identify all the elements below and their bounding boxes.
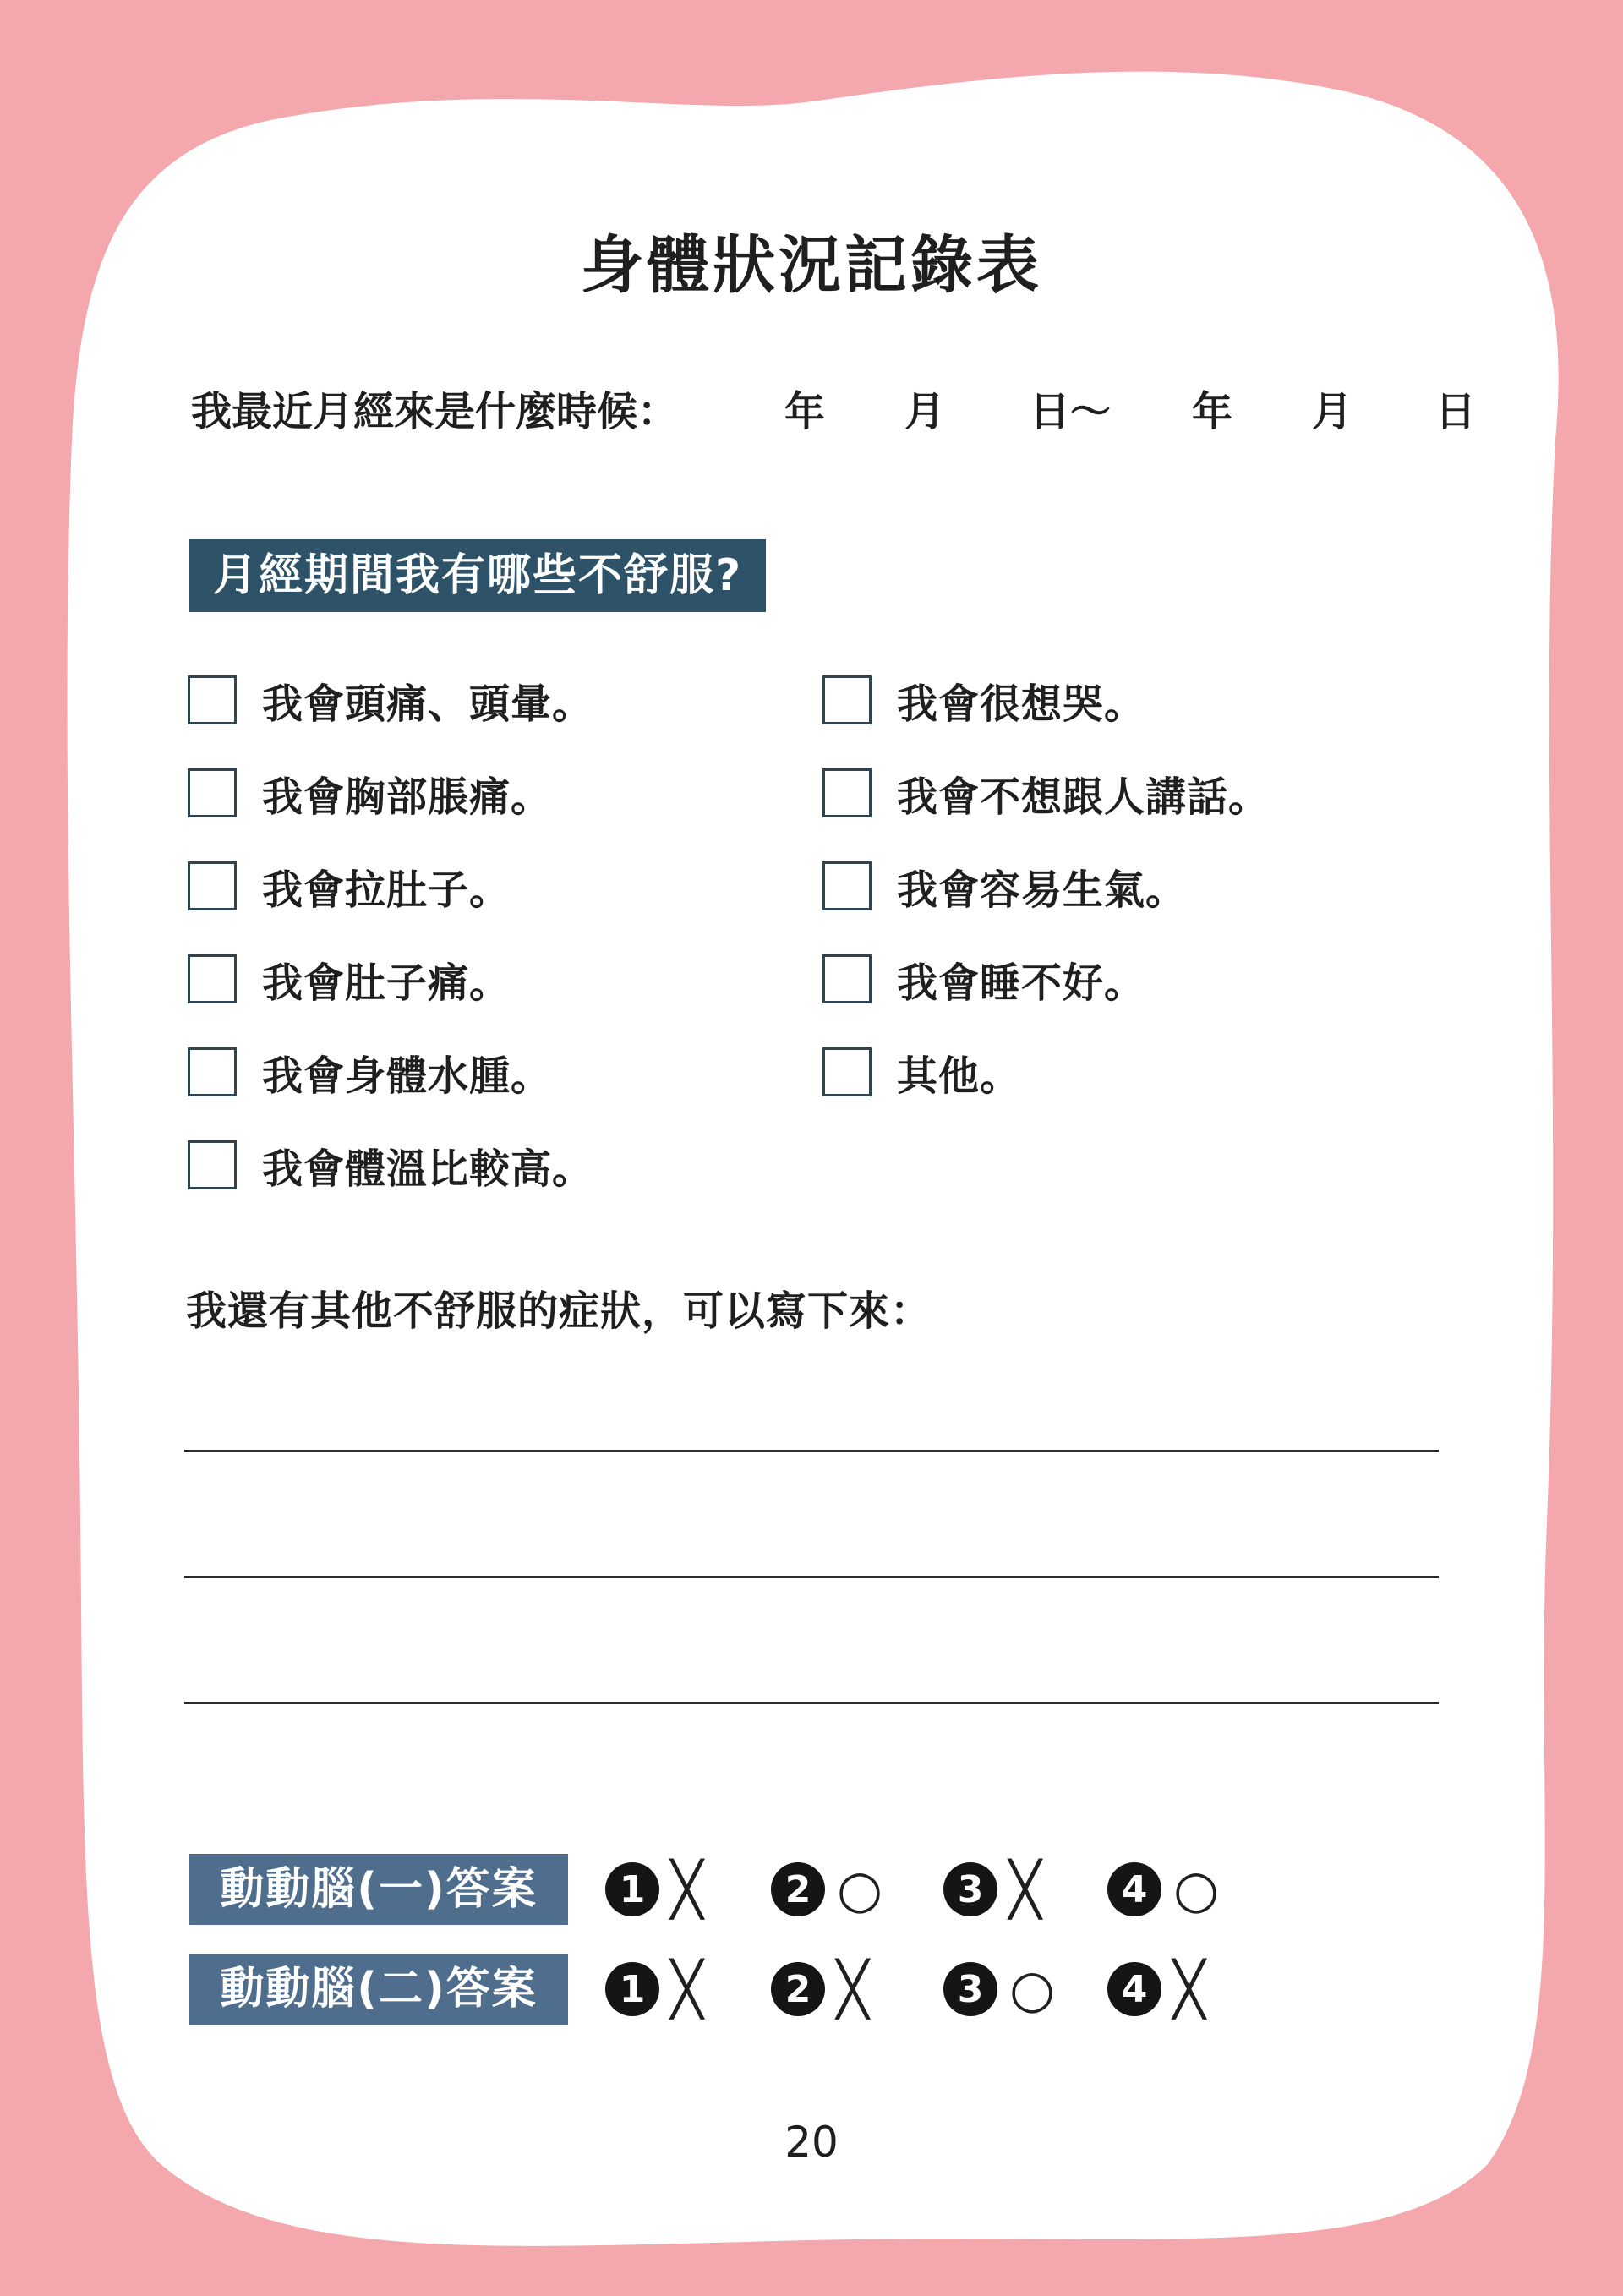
symptom-checkbox-item[interactable] (188, 1042, 552, 1102)
period-question: 我最近月經來是什麼時候： (191, 388, 679, 435)
checkbox[interactable] (822, 768, 872, 817)
symptom-checkbox-item[interactable] (188, 856, 511, 916)
symptom-checkbox-item[interactable] (822, 856, 1187, 916)
answer-label-1: 動動腦(一)答案 (189, 1854, 568, 1925)
number-badge: 4 (1107, 1962, 1161, 2016)
other-symptoms-prompt: 我還有其他不舒服的症狀，可以寫下來： (186, 1287, 932, 1335)
answer-item (771, 1854, 883, 1925)
page-title: 身體狀況記錄表 (581, 229, 1042, 302)
period-end-year: 年 (1192, 388, 1233, 435)
checkbox[interactable] (822, 1047, 872, 1096)
number-badge: 2 (771, 1962, 825, 2016)
number-badge: 4 (1107, 1862, 1161, 1916)
period-end-day: 日 (1435, 388, 1477, 435)
symptom-checkbox-item[interactable] (188, 670, 593, 730)
checkbox[interactable] (188, 675, 237, 724)
symptom-label: 我會拉肚子。 (262, 866, 511, 914)
cross-mark-icon: ╳ (671, 1958, 703, 2020)
period-end-month: 月 (1312, 388, 1353, 435)
answer-item (1107, 1854, 1219, 1925)
checkbox[interactable] (188, 768, 237, 817)
answer-item (605, 1854, 702, 1925)
symptom-checkbox-item[interactable] (188, 1135, 593, 1194)
symptoms-section-heading: 月經期間我有哪些不舒服? (189, 539, 766, 612)
writing-line-3[interactable] (184, 1702, 1439, 1704)
symptom-label: 我會睡不好。 (897, 959, 1146, 1007)
symptom-label: 我會容易生氣。 (897, 866, 1188, 914)
symptom-label: 我會胸部脹痛。 (262, 773, 553, 821)
checkbox[interactable] (822, 954, 872, 1003)
cross-mark-icon: ╳ (1009, 1858, 1041, 1920)
number-badge: 3 (943, 1962, 997, 2016)
number-badge: 3 (943, 1862, 997, 1916)
circle-mark-icon: ○ (1173, 1858, 1220, 1920)
checkbox[interactable] (822, 861, 872, 910)
cross-mark-icon: ╳ (1173, 1958, 1205, 2020)
symptom-checkbox-item[interactable] (822, 670, 1145, 730)
symptom-checkbox-item[interactable] (822, 1042, 1021, 1102)
menstruation-date-row (0, 379, 1623, 438)
writing-line-1[interactable] (184, 1450, 1439, 1452)
symptom-label: 我會頭痛、頭暈。 (262, 680, 594, 728)
period-start-month: 月 (904, 388, 946, 435)
answer-item (605, 1954, 702, 2025)
answer-item (771, 1954, 868, 2025)
checkbox[interactable] (188, 1140, 237, 1189)
circle-mark-icon: ○ (1009, 1958, 1056, 2020)
period-start-year: 年 (784, 388, 826, 435)
period-start-day: 日～ (1030, 388, 1112, 435)
answer-item (943, 1954, 1055, 2025)
symptom-label: 我會體溫比較高。 (262, 1145, 594, 1193)
symptom-label: 我會身體水腫。 (262, 1052, 553, 1100)
symptom-label: 我會肚子痛。 (262, 959, 511, 1007)
writing-line-2[interactable] (184, 1576, 1439, 1578)
cross-mark-icon: ╳ (671, 1858, 703, 1920)
checkbox[interactable] (188, 954, 237, 1003)
number-badge: 1 (605, 1962, 659, 2016)
checkbox[interactable] (188, 861, 237, 910)
symptom-checkbox-item[interactable] (188, 949, 511, 1009)
symptom-label: 我會很想哭。 (897, 680, 1146, 728)
answer-item (1107, 1954, 1205, 2025)
checkbox[interactable] (188, 1047, 237, 1096)
answer-label-2: 動動腦(二)答案 (189, 1954, 568, 2025)
cross-mark-icon: ╳ (837, 1958, 869, 2020)
symptom-label: 其他。 (897, 1052, 1022, 1100)
number-badge: 1 (605, 1862, 659, 1916)
symptom-checkbox-item[interactable] (188, 763, 552, 823)
answer-item (943, 1854, 1041, 1925)
circle-mark-icon: ○ (837, 1858, 883, 1920)
symptom-checkbox-item[interactable] (822, 763, 1270, 823)
page-number: 20 (784, 2118, 839, 2167)
checkbox[interactable] (822, 675, 872, 724)
symptom-checkbox-item[interactable] (822, 949, 1145, 1009)
number-badge: 2 (771, 1862, 825, 1916)
symptom-label: 我會不想跟人講話。 (897, 773, 1271, 821)
